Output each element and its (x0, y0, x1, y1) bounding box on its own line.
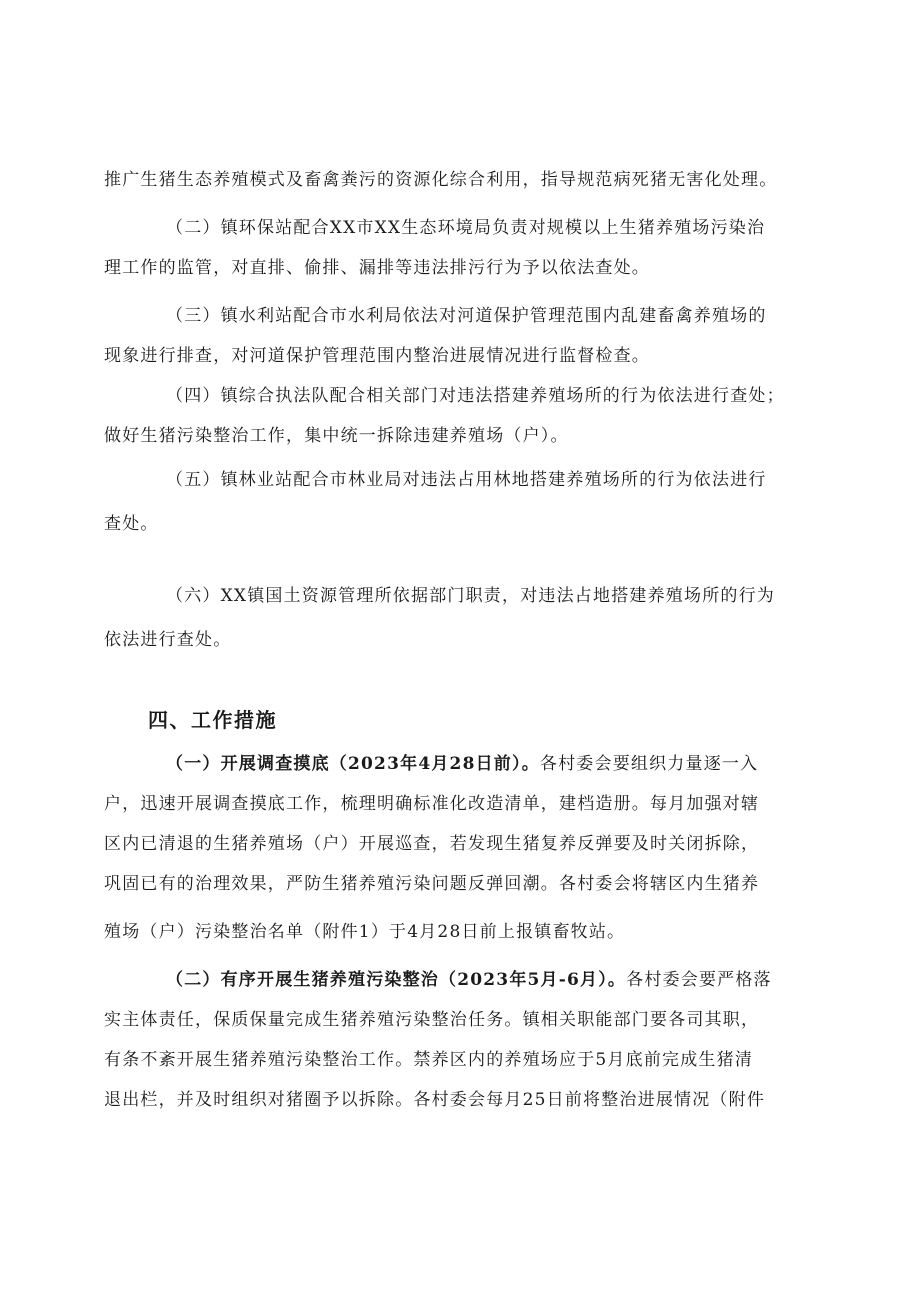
paragraph-duty-3-line-1: （三）镇水利站配合市水利局依法对河道保护管理范围内乱建畜禽养殖场的 (166, 306, 767, 326)
paragraph-duties-continued-line-1: 推广生猪生态养殖模式及畜禽粪污的资源化综合利用，指导规范病死猪无害化处理。 (104, 170, 778, 190)
measure-2-title: （二）有序开展生猪养殖污染整治（2023年5月-6月）。 (166, 970, 627, 990)
measure-1-line-1 (166, 752, 844, 776)
measure-2-line-1-text: 各村委会要严格落 (626, 970, 772, 990)
measure-1-line-5: 殖场（户）污染整治名单（附件1）于4月28日前上报镇畜牧站。 (104, 922, 626, 942)
measure-1-line-4: 巩固已有的治理效果，严防生猪养殖污染问题反弹回潮。各村委会将辖区内生猪养 (104, 874, 760, 894)
paragraph-duty-5-line-2: 查处。 (104, 514, 159, 534)
paragraph-duty-4-line-2: 做好生猪污染整治工作，集中统一拆除违建养殖场（户）。 (104, 426, 569, 446)
measure-2-line-2: 实主体责任，保质保量完成生猪养殖污染整治任务。镇相关职能部门要各司其职， (104, 1010, 760, 1030)
paragraph-duty-6-line-2: 依法进行查处。 (104, 630, 232, 650)
measure-1-line-2: 户，迅速开展调查摸底工作，梳理明确标准化改造清单，建档造册。每月加强对辖 (104, 794, 760, 814)
measure-2-line-3: 有条不紊开展生猪养殖污染整治工作。禁养区内的养殖场应于5月底前完成生猪清 (104, 1050, 754, 1070)
measure-1-title: （一）开展调查摸底（2023年4月28日前）。 (166, 754, 540, 774)
measure-1-line-1-text: 各村委会要组织力量逐一入 (539, 754, 759, 774)
measure-2-line-1 (166, 968, 844, 992)
paragraph-duty-5-line-1: （五）镇林业站配合市林业局对违法占用林地搭建养殖场所的行为依法进行 (166, 470, 767, 490)
paragraph-duty-3-line-2: 现象进行排查，对河道保护管理范围内整治进展情况进行监督检查。 (104, 346, 650, 366)
paragraph-duty-6-line-1: （六）XX镇国土资源管理所依据部门职责，对违法占地搭建养殖场所的行为 (166, 586, 776, 606)
paragraph-duty-4-line-1: （四）镇综合执法队配合相关部门对违法搭建养殖场所的行为依法进行查处； (166, 386, 785, 406)
measure-1-line-3: 区内已清退的生猪养殖场（户）开展巡查，若发现生猪复养反弹要及时关闭拆除， (104, 834, 760, 854)
section-heading-work-measures: 四、工作措施 (148, 708, 277, 732)
paragraph-duty-2-line-1: （二）镇环保站配合XX市XX生态环境局负责对规模以上生猪养殖场污染治 (166, 218, 766, 238)
measure-2-line-4: 退出栏，并及时组织对猪圈予以拆除。各村委会每月25日前将整治进展情况（附件 (104, 1090, 766, 1110)
paragraph-duty-2-line-2: 理工作的监管，对直排、偷排、漏排等违法排污行为予以依法查处。 (104, 258, 650, 278)
